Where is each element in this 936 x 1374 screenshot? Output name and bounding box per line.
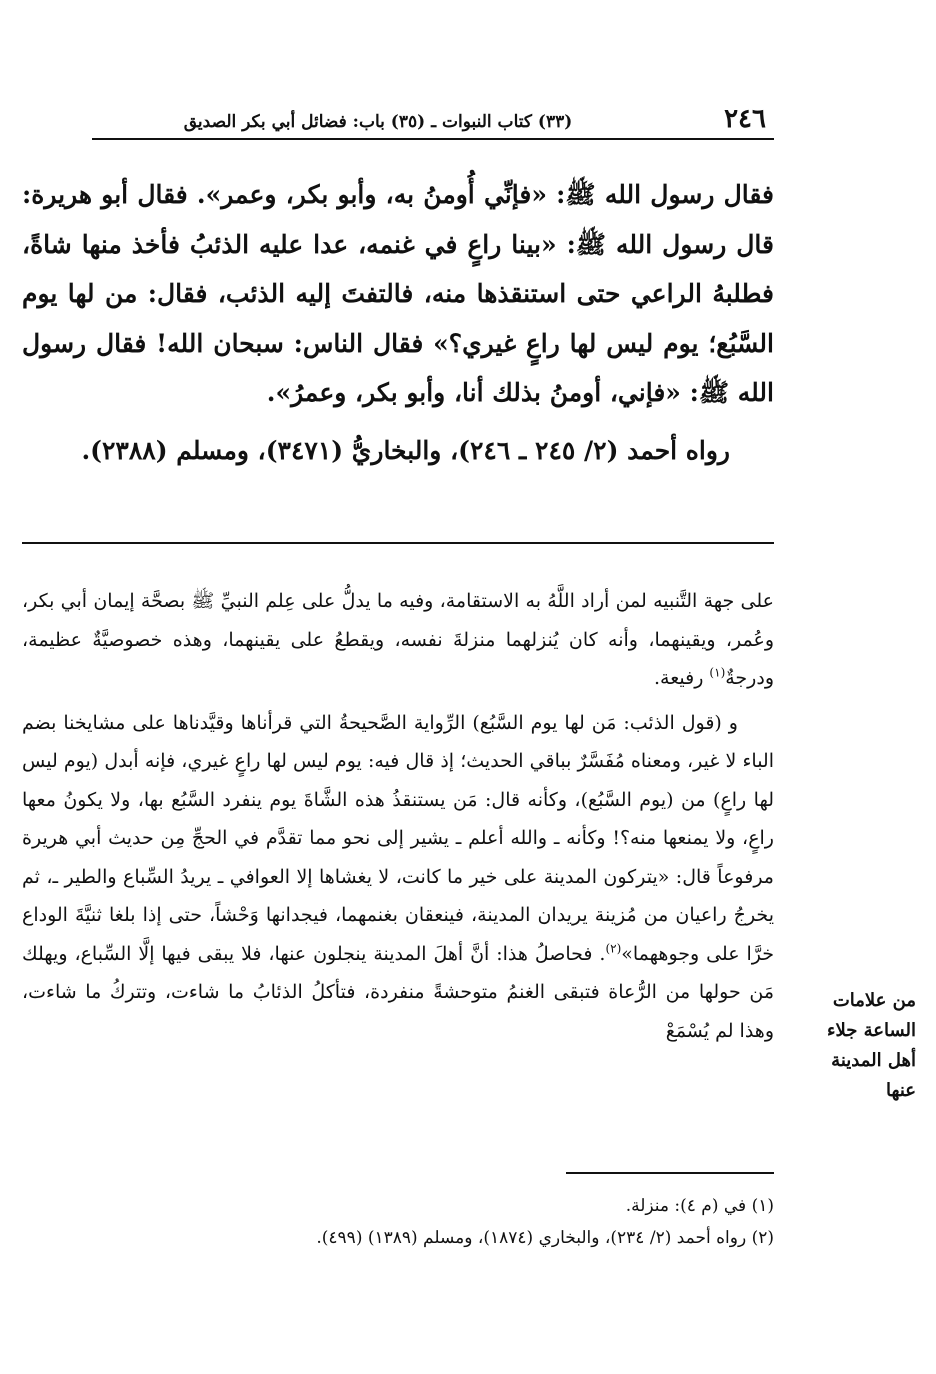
margin-note-line: الساعة جلاء	[826, 1020, 916, 1041]
commentary-paragraph-1-end: رفيعة.	[653, 667, 710, 689]
section-divider	[22, 542, 774, 544]
commentary-paragraph-1-text: على جهة التَّنبيه لمن أراد اللَّهُ به الاستقامة، وفيه ما يدلُّ على عِلم النبيِّ ﷺ بصحَّة إيمان أبي بكر، وعُمر، ويقينهما، وأنه كان يُنزلهما منزلةَ نفسه، ويقطعُ على يقينهما، وهذه خصوصيَّةٌ عظيمة، ودرجةٌ	[22, 590, 774, 689]
footnote-2: (٢) رواه أحمد (٢/ ٢٣٤)، والبخاري (١٨٧٤)، ومسلم (١٣٨٩) (٤٩٩).	[316, 1228, 774, 1248]
margin-note-line: من علامات	[832, 990, 916, 1011]
footnote-ref-1: (١)	[709, 665, 726, 680]
hadith-source: رواه أحمد (٢/ ٢٤٥ ـ ٢٤٦)، والبخاريُّ (٣٤٧١)، ومسلم (٢٣٨٨).	[81, 435, 730, 465]
running-title: (٣٣) كتاب النبوات ـ (٣٥) باب: فضائل أبي بكر الصديق	[183, 112, 573, 132]
hadith-text: فقال رسول الله ﷺ: «فإنِّي أُومنُ به، وأبو بكر، وعمر». فقال أبو هريرة: قال رسول الله ﷺ: «بينا راعٍ في غنمه، عدا عليه الذئبُ فأخذ منها شاةً، فطلبهُ الراعي حتى استنقذها منه، فالتفتَ إليه الذئب، فقال: من لها يوم السَّبُع؛ يوم ليس لها راعٍ غيري؟» فقال الناس: سبحان الله! فقال رسول الله ﷺ: «فإني، أومنُ بذلك أنا، وأبو بكر، وعمرُ».	[22, 180, 774, 407]
commentary-paragraph-2-end: . فحاصلُ هذا: أنَّ أهلَ المدينة ينجلون عنها، فلا يبقى فيها إلَّا السِّباع، ويهلك مَن حولها من الرُّعاة فتبقى الغنمُ متوحشةً منفردة، فتأكلُ الذئابُ ما شاءت، وتتركُ ما شاءت، وهذا لم يُسْمَعْ	[22, 942, 774, 1042]
margin-note-line: عنها	[886, 1080, 916, 1101]
commentary-paragraph-2-text: و (قول الذئب: مَن لها يوم السَّبُع) الرِّواية الصَّحيحةُ التي قرأناها وقيَّدناها على مشايخنا بضم الباء لا غير، ومعناه مُفَسَّرٌ بباقي الحديث؛ إذ قال فيه: يوم ليس لها راعٍ غيري، فإنه أبدل (يوم ليس لها راعٍ) من (يوم السَّبُع)، وكأنه قال: مَن يستنقذُ هذه الشَّاةَ يوم ينفرد السَّبُع بها، ولا يكونُ معها راعٍ، ولا يمنعها منه؟! وكأنه ـ والله أعلم ـ يشير إلى نحو مما تقدَّم في الحجِّ مِن حديث أبي هريرة مرفوعاً قال: «يتركون المدينة على خير ما كانت، لا يغشاها إلا العوافي ـ يريدُ السِّباع والطير ـ، ثم يخرجُ راعيان من مُزينة يريدان المدينة، فينعقان بغنمهما، فيجدانها وَحْشاً، حتى إذا بلغا ثنيَّةَ الوداع خرَّا على وجوههما»	[22, 711, 774, 965]
commentary-paragraph-1	[22, 582, 774, 698]
footnote-ref-2: (٢)	[605, 941, 622, 956]
margin-note	[790, 986, 916, 1106]
header-divider	[92, 138, 774, 140]
commentary-block	[22, 582, 774, 1050]
page-header	[100, 104, 776, 138]
footnote-divider	[566, 1172, 774, 1174]
commentary-paragraph-2	[22, 704, 774, 1051]
margin-note-line: أهل المدينة	[831, 1050, 916, 1071]
footnote-1: (١) في (م ٤): منزلة.	[625, 1196, 774, 1216]
footnotes	[22, 1190, 774, 1254]
hadith-text-block	[22, 170, 774, 475]
page-number: ٢٤٦	[724, 104, 766, 134]
